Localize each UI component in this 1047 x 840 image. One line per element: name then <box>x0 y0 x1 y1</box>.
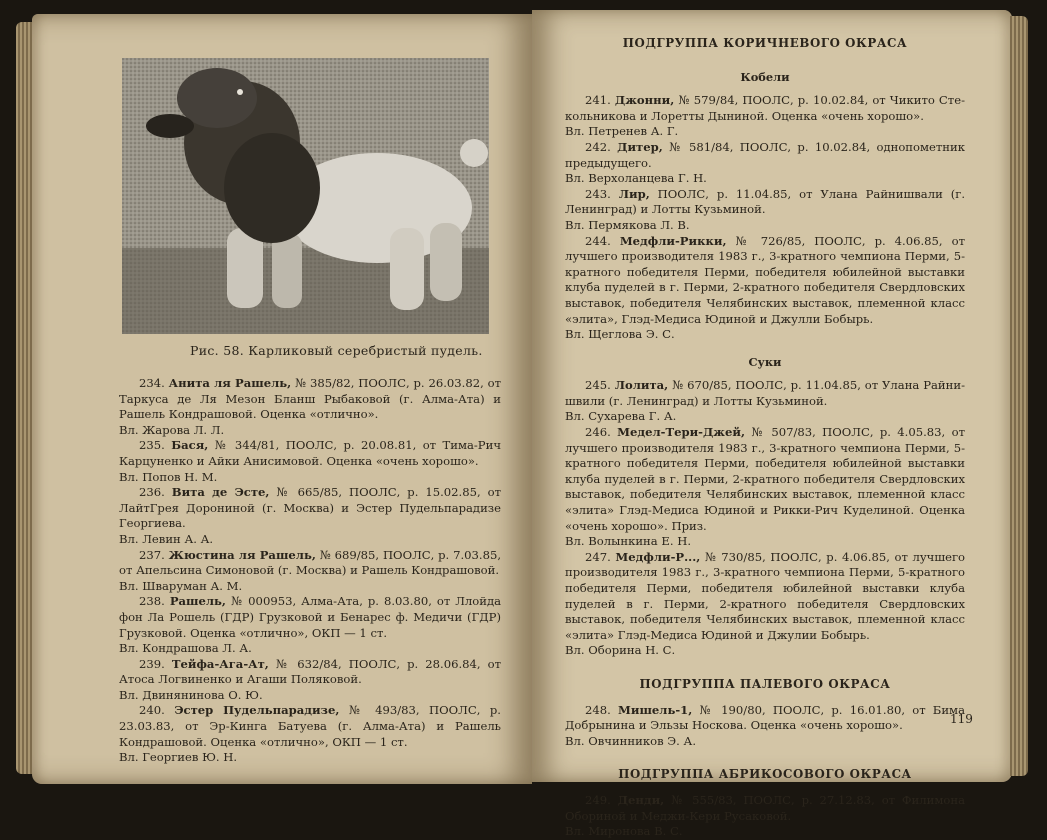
owner: Вл. Двинянинова О. Ю. <box>119 687 263 702</box>
page-number: 119 <box>950 712 973 726</box>
owner: Вл. Миронова В. С. <box>565 824 683 839</box>
entry-number: 243. <box>585 186 611 201</box>
owner: Вл. Петренев А. Г. <box>565 124 679 139</box>
entry-number: 249. <box>585 792 611 807</box>
list-item <box>565 187 965 218</box>
section-heading: ПОДГРУППА АБРИКОСОВОГО ОКРАСА <box>618 767 912 782</box>
section-heading: ПОДГРУППА ПАЛЕВОГО ОКРАСА <box>639 676 891 691</box>
entry-text: № 665/85, ПООЛС, р. 15.02.85, от ЛайтГрея Дорониной (г. Москва) и Эстер Пудельпарадизе Георгиева. <box>119 485 501 531</box>
entry-text: № 190/80, ПООЛС, р. 16.01.80, от Бима Добрынина и Эльзы Носкова. Оценка «очень хорошо». <box>565 702 965 733</box>
page-edges-right <box>1010 16 1028 776</box>
list-item <box>119 485 501 532</box>
owner: Вл. Жарова Л. Л. <box>119 422 225 437</box>
list-item <box>119 703 501 750</box>
list-item <box>119 438 501 469</box>
list-item <box>565 93 965 124</box>
list-item <box>565 793 965 824</box>
dog-name: Денди, <box>617 792 665 807</box>
dog-name: Жюстина ля Рашель, <box>168 547 316 562</box>
entry-number: 248. <box>585 702 611 717</box>
entry-text: № 726/85, ПООЛС, р. 4.06.85, от лучшего производителя 1983 г., 3-кратного чемпиона Перми, 5-кратного победителя Перми, победителя юбилейной выставки клуба пуделей в г. Перми, 2-кратного победителя Свердловских выставок, победителя Челябинских выставок, племенной класс «элита», Глэд-Медиса Юдиной и Джулли Бобырь. <box>565 233 966 326</box>
dog-name: Рашель, <box>169 594 226 609</box>
entry-number: 242. <box>585 139 611 154</box>
owner: Вл. Попов Н. М. <box>119 469 218 484</box>
list-item <box>565 425 965 534</box>
entry-number: 241. <box>585 93 611 108</box>
dog-name: Эстер Пудельпарадизе, <box>174 703 340 718</box>
list-item <box>565 703 965 734</box>
list-item <box>119 376 501 423</box>
list-item <box>119 594 501 641</box>
owner: Вл. Георгиев Ю. Н. <box>119 750 238 765</box>
entry-text: № 507/83, ПООЛС, р. 4.05.83, от лучшего производителя 1983 г., 3-кратного чемпиона Перми, 5-кратного победителя Перми, победителя юбилейной выставки клуба пуделей в г. Перми, 2-кратного победителя Свердловских выставок, победителя Челябинских выставок, племенной класс «элита» Глэд-Медиса Юдиной и Рикки-Рич Куделиной. Оценка «очень хорошо». Приз. <box>565 425 965 533</box>
owner: Вл. Левин А. А. <box>119 531 214 546</box>
entry-number: 235. <box>139 438 165 453</box>
list-item <box>565 550 965 644</box>
list-item <box>565 140 965 171</box>
entry-number: 246. <box>585 425 611 440</box>
list-item <box>565 234 965 328</box>
entry-text: № 000953, Алма-Ата, р. 8.03.80, от Ллойда фон Ла Рошель (ГДР) Грузковой и Бенарес ф. Медичи (ГДР) Грузковой. Оценка «отлично», ОКП — 1 ст. <box>119 594 502 640</box>
entry-text: № 730/85, ПООЛС, р. 4.06.85, от лучшего производителя 1983 г., 3-кратного чемпиона Перми, 5-кратного победителя Перми, победителя юбилейной выставки клуба пуделей в г. Перми, 2-кратного победителя Свердловских выставок, победителя Челябинских выставок, племенной класс «элита» Глэд-Медиса Юдиной и Джулии Бобырь. <box>565 549 966 642</box>
dog-name: Тейфа-Ага-Ат, <box>171 656 269 671</box>
dog-name: Анита ля Рашель, <box>168 376 292 390</box>
entry-text: № 344/81, ПООЛС, р. 20.08.81, от Тима-Рич Карцуненко и Айки Анисимовой. Оценка «очень хорошо». <box>119 438 501 468</box>
entry-text: ПООЛС, р. 11.04.85, от Улана Райнишвали (г. Ленинград) и Лотты Кузьминой. <box>565 186 966 217</box>
dog-name: Бася, <box>171 438 209 453</box>
entry-text: № 385/82, ПООЛС, р. 26.03.82, от Таркуса де Ля Мезон Бланш Рыбаковой (г. Алма-Ата) и Рашель Кондрашовой. Оценка «отлично». <box>119 376 501 422</box>
entry-number: 238. <box>139 594 165 609</box>
owner: Вл. Оборина Н. С. <box>565 643 676 658</box>
dog-name: Медфли-Р..., <box>615 549 701 564</box>
dog-name: Вита де Эсте, <box>171 485 270 500</box>
owner: Вл. Овчинников Э. А. <box>565 733 697 748</box>
entry-number: 236. <box>139 485 165 500</box>
entry-text: № 555/83, ПООЛС, р. 27.12.83, от Филимона Обориной и Меджи-Кери Русаковой. <box>565 792 966 823</box>
owner: Вл. Щеглова Э. С. <box>565 327 675 342</box>
entry-text: № 632/84, ПООЛС, р. 28.06.84, от Атоса Логвиненко и Агаши Поляковой. <box>119 656 502 687</box>
entry-number: 244. <box>585 233 611 248</box>
right-column <box>565 36 965 840</box>
subsection-heading: Суки <box>748 354 782 369</box>
dog-name: Медфли-Рикки, <box>619 233 727 248</box>
owner: Вл. Верхоланцева Г. Н. <box>565 171 707 186</box>
entry-number: 247. <box>585 549 611 564</box>
dog-name: Медел-Тери-Джей, <box>617 425 746 440</box>
dog-name: Дитер, <box>617 139 663 154</box>
entry-text: № 670/85, ПООЛС, р. 11.04.85, от Улана Райнишвили (г. Ленинград) и Лотты Кузьминой. <box>565 378 966 408</box>
entry-number: 239. <box>139 656 165 671</box>
poodle-illustration <box>122 58 489 334</box>
entry-text: № 581/84, ПООЛС, р. 10.02.84, однопометник предыдущего. <box>565 139 965 170</box>
owner: Вл. Пермякова Л. В. <box>565 217 690 232</box>
dog-name: Джонни, <box>614 93 675 108</box>
entry-number: 245. <box>585 378 611 393</box>
owner: Вл. Сухарева Г. А. <box>565 409 677 424</box>
dog-name: Лолита, <box>614 378 669 393</box>
dog-name: Лир, <box>618 186 650 201</box>
section-heading: ПОДГРУППА КОРИЧНЕВОГО ОКРАСА <box>622 36 908 50</box>
left-column <box>119 376 501 766</box>
list-item <box>119 657 501 688</box>
owner: Вл. Шваруман А. М. <box>119 578 243 593</box>
entry-text: № 493/83, ПООЛС, р. 23.03.83, от Эр-Кинга Батуева (г. Алма-Ата) и Рашель Кондрашовой. Оценка «отлично», ОКП — 1 ст. <box>119 703 501 749</box>
list-item <box>565 378 965 409</box>
entry-text: № 579/84, ПООЛС, р. 10.02.84, от Чикито Стекольникова и Лоретты Дыниной. Оценка «очень хорошо». <box>565 93 965 123</box>
entry-number: 240. <box>139 703 165 718</box>
subsection-heading: Кобели <box>740 69 790 84</box>
figure-caption: Рис. 58. Карликовый серебристый пудель. <box>190 343 483 358</box>
entry-number: 234. <box>139 376 165 390</box>
poodle-photo <box>122 58 489 334</box>
entry-text: № 689/85, ПООЛС, р. 7.03.85, от Апельсина Симоновой (г. Москва) и Рашель Кондрашовой. <box>119 547 502 578</box>
list-item <box>119 548 501 579</box>
entry-number: 237. <box>139 547 165 562</box>
owner: Вл. Кондрашова Л. А. <box>119 641 252 656</box>
dog-name: Мишель-1, <box>618 702 693 717</box>
owner: Вл. Волынкина Е. Н. <box>565 534 692 549</box>
